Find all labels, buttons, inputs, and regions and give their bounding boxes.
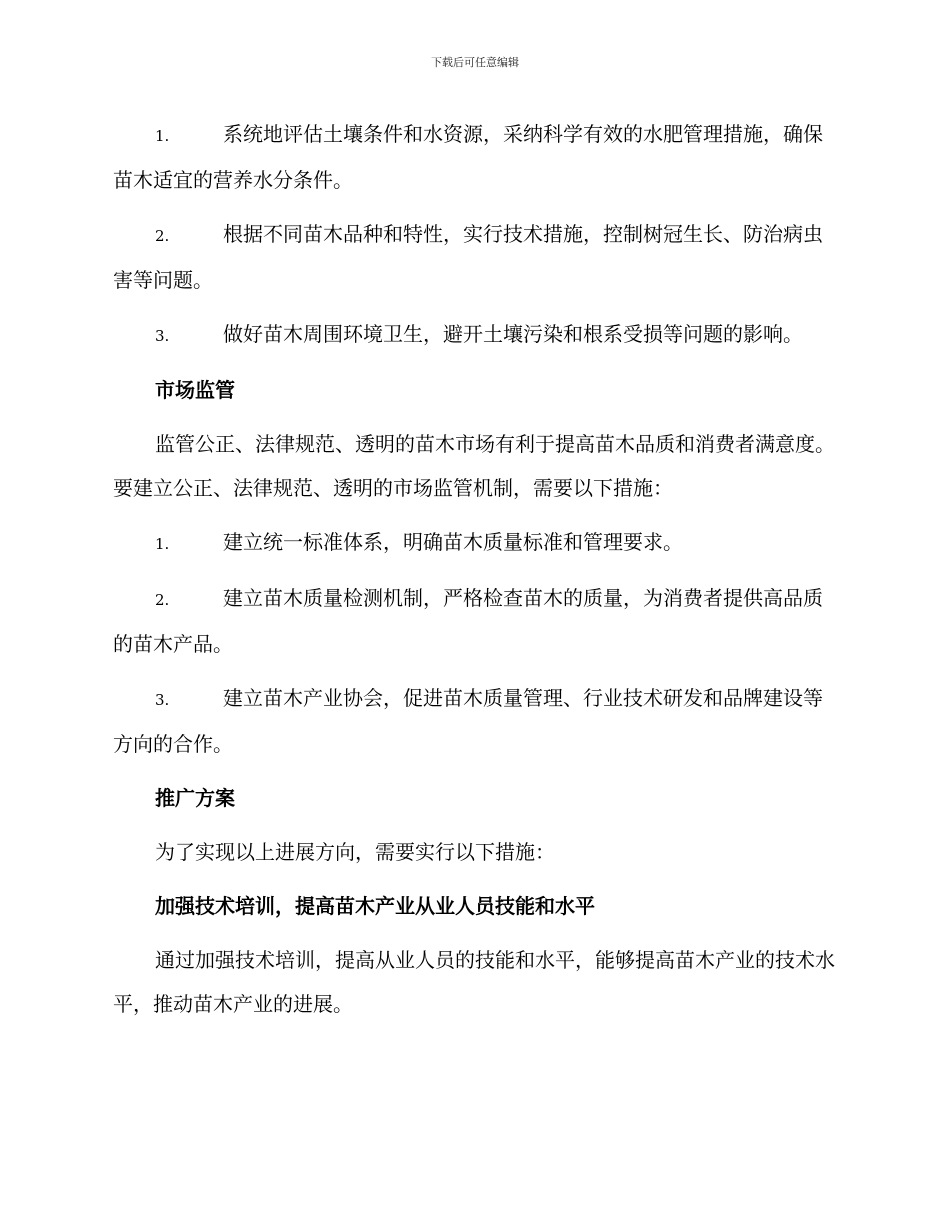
list-number: 1. — [155, 127, 170, 145]
list-text: 建立苗木产业协会，促进苗木质量管理、行业技术研发和品牌建设等方向的合作。 — [113, 686, 823, 756]
list-number: 1. — [155, 535, 170, 553]
list-item — [113, 576, 835, 666]
list-text: 建立苗木质量检测机制，严格检查苗木的质量，为消费者提供高品质的苗木产品。 — [113, 586, 823, 656]
list-item — [113, 312, 835, 358]
document-content — [113, 112, 835, 1036]
list-text: 做好苗木周围环境卫生，避开土壤污染和根系受损等问题的影响。 — [223, 322, 803, 346]
market-intro-paragraph: 监管公正、法律规范、透明的苗木市场有利于提高苗木品质和消费者满意度。要建立公正、法律规范、透明的市场监管机制，需要以下措施： — [113, 432, 835, 500]
list-number: 3. — [155, 327, 170, 345]
promotion-intro-paragraph: 为了实现以上进展方向，需要实行以下措施： — [155, 840, 555, 864]
header-note: 下载后可任意编辑 — [431, 56, 519, 69]
section-heading-market: 市场监管 — [155, 378, 235, 402]
list-number: 3. — [155, 691, 170, 709]
list-item — [113, 676, 835, 766]
section-heading-promotion: 推广方案 — [155, 786, 235, 810]
list-text: 建立统一标准体系，明确苗木质量标准和管理要求。 — [223, 530, 683, 554]
list-text: 根据不同苗木品种和特性，实行技术措施，控制树冠生长、防治病虫害等问题。 — [113, 222, 823, 292]
list-number: 2. — [155, 591, 170, 609]
list-number: 2. — [155, 227, 170, 245]
list-item — [113, 520, 835, 566]
list-item — [113, 212, 835, 302]
list-text: 系统地评估土壤条件和水资源，采纳科学有效的水肥管理措施，确保苗木适宜的营养水分条件。 — [113, 122, 823, 192]
training-body-paragraph: 通过加强技术培训，提高从业人员的技能和水平，能够提高苗木产业的技术水平，推动苗木产业的进展。 — [113, 948, 835, 1016]
list-item — [113, 112, 835, 202]
subsection-heading-training: 加强技术培训，提高苗木产业从业人员技能和水平 — [155, 894, 595, 918]
